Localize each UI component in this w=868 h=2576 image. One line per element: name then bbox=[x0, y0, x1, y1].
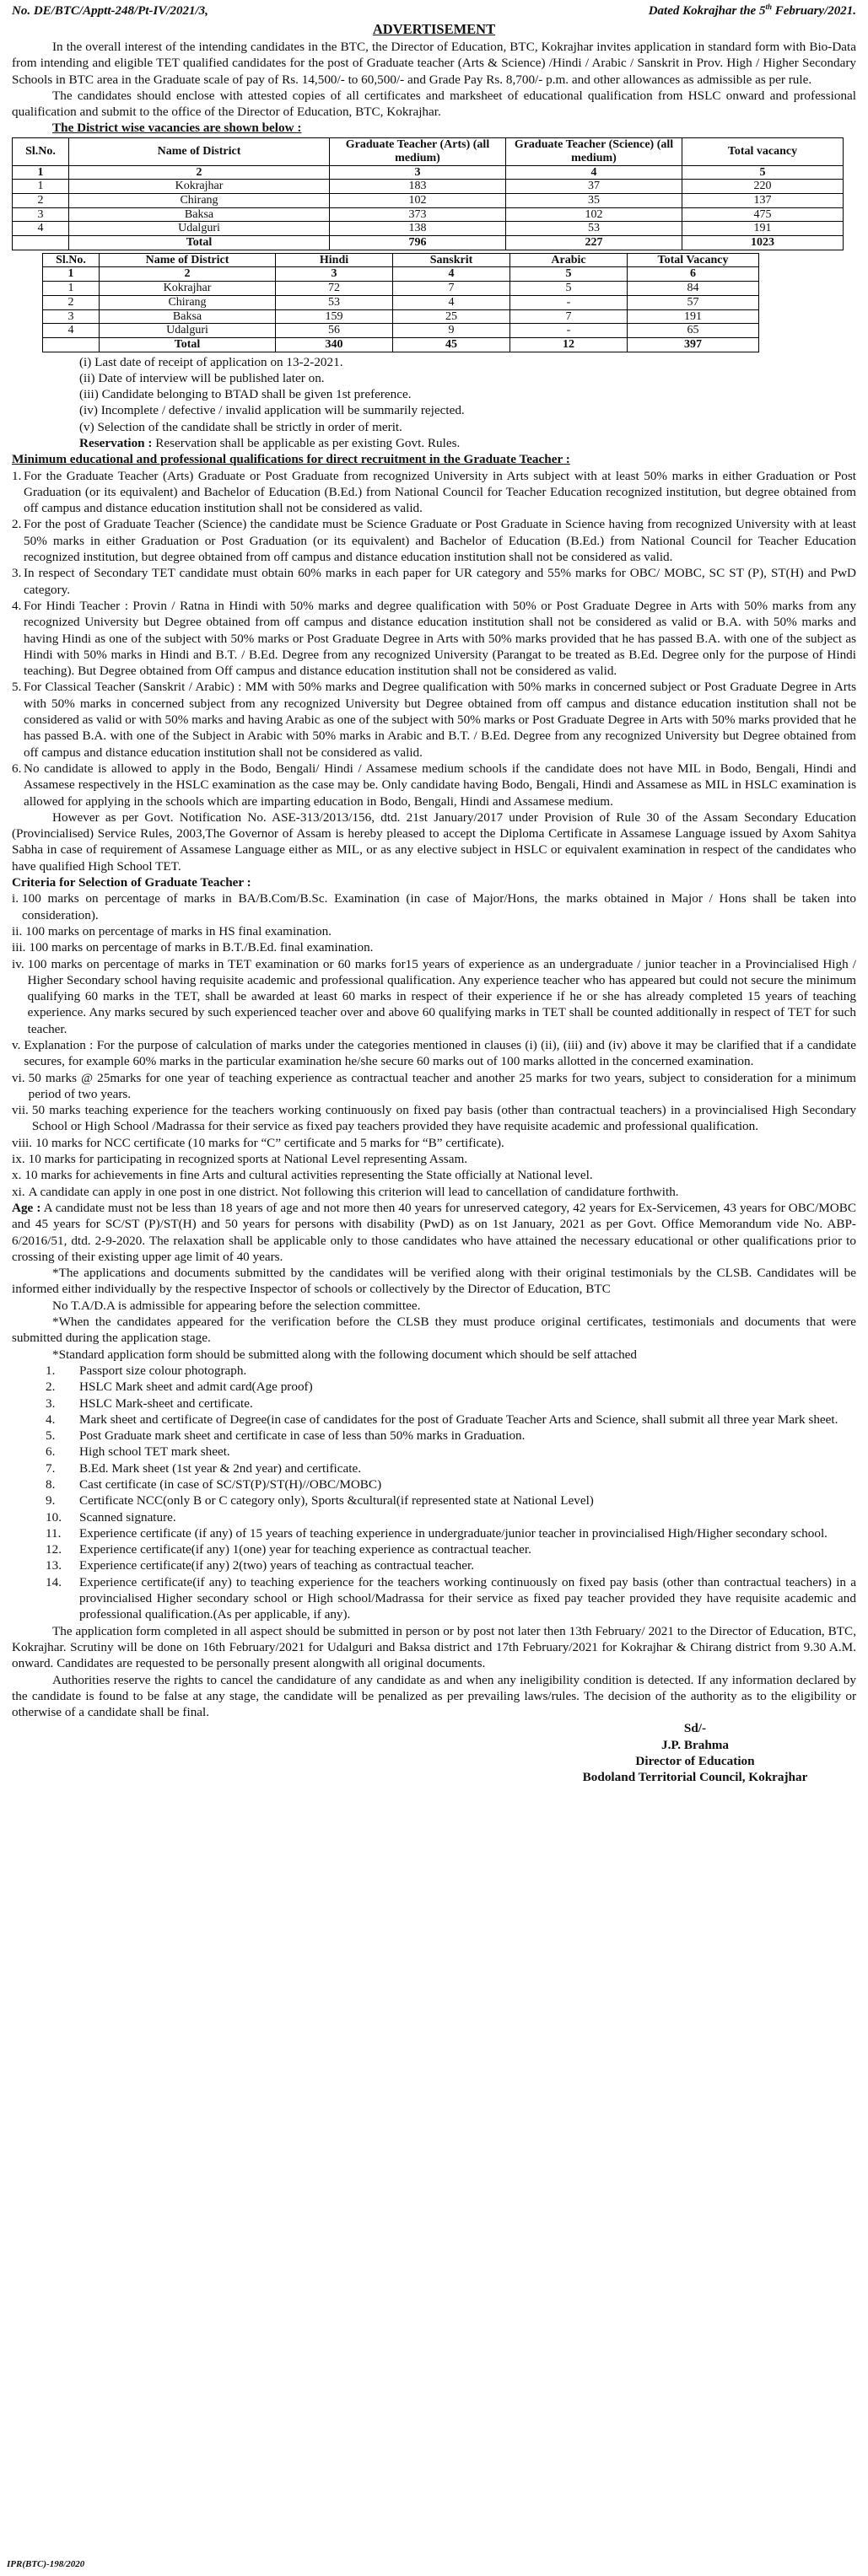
document-header bbox=[12, 3, 856, 19]
qualifications-heading: Minimum educational and professional qualifications for direct recruitment in the Graduate Teacher : bbox=[12, 452, 570, 467]
table-row bbox=[43, 295, 759, 309]
list-item: 13. Experience certificate(if any) 2(two) years of teaching as contractual teacher. bbox=[46, 1558, 475, 1573]
list-item: 4. For Hindi Teacher : Provin / Ratna in Hindi with 50% marks and degree qualification with 50% or Post Graduate Degree in Arts with 50% marks from any recognized University but Degree obtained from off campus and distance education institution shall not be considered as valid or B.A. with 50% marks and having Hindi as one of the subject with 50% marks or Post Graduate Degree in Arts with 50% marks provided that he has passed B.A. with one of the subject as Hindi with 50% marks in Hindi and B.T. / B.Ed. Degree from any recognized University (Parangat to be treated as B.Ed. Degree only for the purpose of Hindi teaching). But Degree obtained from Off campus and distance education institution shall not be considered as valid. bbox=[12, 598, 856, 679]
documents-list bbox=[46, 1363, 856, 1623]
table-cell: 53 bbox=[506, 222, 682, 236]
list-item: 4. Mark sheet and certificate of Degree(in case of candidates for the post of Graduate Teacher Arts and Science, shall submit all three year Mark sheet. bbox=[46, 1412, 838, 1427]
column-header: Total vacancy bbox=[682, 137, 844, 165]
table-cell: 72 bbox=[276, 282, 393, 296]
table-cell: 84 bbox=[628, 282, 759, 296]
list-item: 8. Cast certificate (in case of SC/ST(P)/ST(H)//OBC/MOBC) bbox=[46, 1477, 382, 1492]
list-item: 1. Passport size colour photograph. bbox=[46, 1363, 247, 1378]
table-cell: Baksa bbox=[69, 207, 330, 222]
table-cell: 2 bbox=[69, 165, 330, 180]
note-item: (iv) Incomplete / defective / invalid application will be summarily rejected. bbox=[79, 403, 465, 418]
list-item: 5. Post Graduate mark sheet and certificate in case of less than 50% marks in Graduation. bbox=[46, 1428, 526, 1444]
list-item: 11. Experience certificate (if any) of 15 years of teaching experience in undergraduate/junior teacher in provincialised High/Higher secondary school. bbox=[46, 1525, 828, 1541]
table-cell: 4 bbox=[13, 222, 69, 236]
qualifications-list bbox=[12, 468, 856, 809]
list-item: 5. For Classical Teacher (Sanskrit / Arabic) : MM with 50% marks and Degree qualification with 50% marks in concerned subject or Post Graduate Degree in Arts with 50% marks in concerned subject from any recognized University but Degree obtained from off campus and distance education institution shall not be considered as valid or with 50% marks and having Arabic as one of the subject with 50% marks or Post Graduate Degree in Arts with 50% marks provided that he has passed B.A. with one of the Subject in Arabic with 50% marks in Arabic and B.T. / B.Ed. Degree from any recognized University but Degree obtained from off campus and distance education institution shall not be considered as valid. bbox=[12, 680, 856, 760]
list-item: 10. Scanned signature. bbox=[46, 1509, 176, 1525]
table-cell: 183 bbox=[330, 180, 506, 194]
table-cell: 159 bbox=[276, 309, 393, 324]
table-cell: 3 bbox=[43, 309, 100, 324]
table-cell: 5 bbox=[510, 282, 628, 296]
list-item: x. 10 marks for achievements in fine Arts and cultural activities representing the State officially at National level. bbox=[12, 1168, 593, 1183]
list-item: 12. Experience certificate(if any) 1(one) year for teaching experience as contractual teacher. bbox=[46, 1542, 531, 1557]
table-cell: 191 bbox=[682, 222, 844, 236]
table-cell: 3 bbox=[13, 207, 69, 222]
criteria-heading: Criteria for Selection of Graduate Teacher : bbox=[12, 875, 251, 890]
vacancy-table-language bbox=[42, 253, 759, 352]
table-cell: 227 bbox=[506, 236, 682, 250]
list-item: viii. 10 marks for NCC certificate (10 marks for “C” certificate and 5 marks for “B” certificate). bbox=[12, 1135, 504, 1150]
table-row bbox=[43, 282, 759, 296]
table-cell: Chirang bbox=[69, 194, 330, 208]
table-cell: Udalguri bbox=[100, 324, 276, 338]
table-cell: 45 bbox=[393, 337, 510, 352]
list-item: 14. Experience certificate(if any) to teaching experience for the teachers working continuously on fixed pay basis (other than contractual teachers) in a provincialised Higher secondary school or High school/Madrassa for their service as fixed pay teacher provided they have requisite academic and professional qualification.(As per applicable, if any). bbox=[46, 1574, 856, 1622]
authorities-paragraph: Authorities reserve the rights to cancel the candidature of any candidate as and when any ineligibility condition is detected. If any information declared by the candidate is found to be false at any stage, the candidate will be penalized as per prevailing laws/rules. The decision of the authority as to the eligibility or otherwise of a candidate shall be final. bbox=[12, 1672, 856, 1720]
table-cell: Kokrajhar bbox=[69, 180, 330, 194]
table-cell: Chirang bbox=[100, 295, 276, 309]
ipr-footer: IPR(BTC)-198/2020 bbox=[7, 2559, 85, 2570]
list-item: 7. B.Ed. Mark sheet (1st year & 2nd year) and certificate. bbox=[46, 1460, 361, 1476]
reservation-note: Reservation : Reservation shall be applicable as per existing Govt. Rules. bbox=[79, 436, 461, 450]
column-header: Sl.No. bbox=[43, 253, 100, 267]
list-item: 2. For the post of Graduate Teacher (Science) the candidate must be Science Graduate or Post Graduate in Science having from recognized University with at least 50% marks in either Graduation or Post Graduation (or its equivalent) and Bachelor of Education (B.Ed.) from National Council for Teacher Education recognized institution, but degree obtained from off campus and distance education institution shall not be considered as valid. bbox=[12, 517, 856, 565]
table-cell: 1 bbox=[13, 180, 69, 194]
table-cell: 373 bbox=[330, 207, 506, 222]
table-cell bbox=[13, 236, 69, 250]
table-cell: 102 bbox=[330, 194, 506, 208]
column-header: Name of District bbox=[69, 137, 330, 165]
ta-da-paragraph: No T.A/D.A is admissible for appearing before the selection committee. bbox=[52, 1298, 421, 1313]
table-cell: - bbox=[510, 295, 628, 309]
table-cell: 37 bbox=[506, 180, 682, 194]
table-cell: 12 bbox=[510, 337, 628, 352]
table-cell: 796 bbox=[330, 236, 506, 250]
note-item: (i) Last date of receipt of application on 13-2-2021. bbox=[79, 354, 343, 369]
column-header: Graduate Teacher (Science) (all medium) bbox=[506, 137, 682, 165]
table-cell: 475 bbox=[682, 207, 844, 222]
list-item: xi. A candidate can apply in one post in one district. Not following this criterion will lead to cancellation of candidature forthwith. bbox=[12, 1184, 679, 1199]
table-cell: 25 bbox=[393, 309, 510, 324]
table-total-row bbox=[13, 236, 844, 250]
column-header: Total Vacancy bbox=[628, 253, 759, 267]
submission-paragraph: The application form completed in all aspect should be submitted in person or by post not later then 13th February/ 2021 to the Director of Education, BTC, Kokrajhar. Scrutiny will be done on 16th February/2021 for Udalguri and Baksa district and 17th February/2021 for Kokrajhar & Chirang district from 9.30 A.M. onward. Candidates are requested to be personally present alongwith all original documents. bbox=[12, 1623, 856, 1671]
criteria-list bbox=[12, 890, 856, 1200]
table-cell: 3 bbox=[330, 165, 506, 180]
list-item: iii. 100 marks on percentage of marks in B.T./B.Ed. final examination. bbox=[12, 940, 374, 955]
table-cell: 1 bbox=[13, 165, 69, 180]
table-index-row bbox=[43, 267, 759, 282]
table-cell: 2 bbox=[43, 295, 100, 309]
table-row bbox=[13, 194, 844, 208]
table-cell: Baksa bbox=[100, 309, 276, 324]
vacancy-heading: The District wise vacancies are shown below : bbox=[52, 121, 302, 136]
list-item: 1. For the Graduate Teacher (Arts) Graduate or Post Graduate from recognized University in Arts subject with at least 50% marks in either Graduation or Post Graduation (or its equivalent) and Bachelor of Education (B.Ed.) from National Council for Teacher Education recognized institution, but degree obtained from off campus and distance education institution shall not be considered as valid. bbox=[12, 468, 856, 516]
table-row bbox=[13, 180, 844, 194]
table-cell: 7 bbox=[510, 309, 628, 324]
list-item: 6. No candidate is allowed to apply in the Bodo, Bengali/ Hindi / Assamese medium schools if the candidate does not have MIL in Bodo, Bengali, Hindi and Assamese respectively in the HSLC examination as the case may be. Only candidate having Bodo, Bengali, Hindi and Assamese as MIL in HSLC examination is allowed for applying in the schools which are imparting education in Bodo, Bengali, Hindi and Assamese medium. bbox=[12, 761, 856, 809]
table-cell: 1 bbox=[43, 267, 100, 282]
signature-sd: Sd/- bbox=[683, 1721, 707, 1736]
table-cell: Total bbox=[100, 337, 276, 352]
list-item: 3. HSLC Mark-sheet and certificate. bbox=[46, 1396, 253, 1411]
table-cell: Udalguri bbox=[69, 222, 330, 236]
list-item: 2. HSLC Mark sheet and admit card(Age proof) bbox=[46, 1379, 313, 1395]
intro-paragraph: In the overall interest of the intending candidates in the BTC, the Director of Education, BTC, Kokrajhar invites application in standard form with Bio-Data from intending and eligible TET qualified candidates for the post of Graduate teacher (Arts & Science) /Hindi / Arabic / Sanskrit in Prov. High / Higher Secondary Schools in BTC area in the Graduate scale of pay of Rs. 14,500/- to 60,500/- and Grade Pay Rs. 8,700/- p.m. and other allowances as admissible as per rule. bbox=[12, 40, 856, 87]
table-cell: 57 bbox=[628, 295, 759, 309]
table-cell: 3 bbox=[276, 267, 393, 282]
list-item: ix. 10 marks for participating in recognized sports at National Level representing Assam. bbox=[12, 1152, 468, 1167]
table-cell: 2 bbox=[100, 267, 276, 282]
column-header: Graduate Teacher (Arts) (all medium) bbox=[330, 137, 506, 165]
signatory-name: J.P. Brahma bbox=[660, 1737, 730, 1752]
note-item: (iii) Candidate belonging to BTAD shall be given 1st preference. bbox=[79, 387, 412, 402]
table-row bbox=[43, 324, 759, 338]
table-cell: 4 bbox=[506, 165, 682, 180]
signatory-office: Bodoland Territorial Council, Kokrajhar bbox=[582, 1770, 808, 1785]
table-total-row bbox=[43, 337, 759, 352]
list-item: vi. 50 marks @ 25marks for one year of teaching experience as contractual teacher and another 25 marks for two years, subject to consideration for a minimum period of two years. bbox=[12, 1070, 856, 1101]
list-item: vii. 50 marks teaching experience for the teachers working continuously on fixed pay basis (other than contractual teachers) in a provincialised High Secondary School or High School /Madrassa for their service as fixed pay teachers provided they have requisite academic and professional qualification. bbox=[12, 1103, 856, 1134]
enclosure-paragraph: The candidates should enclose with attested copies of all certificates and marksheet of educational qualification from HSLC onward and professional qualification and submit to the office of the Director of Education, BTC, Kokrajhar. bbox=[12, 88, 856, 120]
table-cell: 5 bbox=[510, 267, 628, 282]
table-cell: 4 bbox=[43, 324, 100, 338]
note-item: (v) Selection of the candidate shall be strictly in order of merit. bbox=[79, 419, 402, 434]
table-cell: 1023 bbox=[682, 236, 844, 250]
list-item: 3. In respect of Secondary TET candidate must obtain 60% marks in each paper for UR category and 55% marks for OBC/ MOBC, SC ST (P), ST(H) and PwD category. bbox=[12, 566, 856, 597]
reference-number: No. DE/BTC/Apptt-248/Pt-IV/2021/3, bbox=[12, 4, 208, 18]
table-cell: 138 bbox=[330, 222, 506, 236]
table-row bbox=[13, 222, 844, 236]
signatory-designation: Director of Education bbox=[635, 1754, 755, 1769]
list-item: ii. 100 marks on percentage of marks in HS final examination. bbox=[12, 923, 332, 938]
list-item: v. Explanation : For the purpose of calculation of marks under the categories mentioned in clauses (i) (ii), (iii) and (iv) above it may be clarified that if a candidate secures, for example 60% marks in the particular examination he/she secure 60 marks out of 100 marks allotted in the concerned examination. bbox=[12, 1037, 856, 1069]
table-cell: 35 bbox=[506, 194, 682, 208]
list-item: i. 100 marks on percentage of marks in BA/B.Com/B.Sc. Examination (in case of Major/Hons, the marks obtained in Major / Hons shall be taken into consideration). bbox=[12, 891, 856, 922]
table-cell: 397 bbox=[628, 337, 759, 352]
table-cell: 56 bbox=[276, 324, 393, 338]
verification-paragraph: *The applications and documents submitted by the candidates will be verified along with their original testimonials by the CLSB. Candidates will be informed either individually by the respective Inspector of schools or collectively by the Director of Education, BTC bbox=[12, 1266, 856, 1297]
table-cell: 4 bbox=[393, 295, 510, 309]
signature-block bbox=[535, 1720, 855, 1785]
list-item: iv. 100 marks on percentage of marks in TET examination or 60 marks for15 years of experience as an undergraduate / junior teacher in a Provincialised High / Higher Secondary school having requisite academic and professional qualification. Any experience teacher who has appeared but could not secure the minimum qualifying 60 marks in the TET, shall be awarded at least 60 marks in respect of their experience if he or she has already completed 15 years of teaching experience. Any marks secured by such experienced teacher over and above 60 qualifying marks in TET shall be counted additionally in respect of TET for such teacher. bbox=[12, 956, 856, 1036]
table-cell: 53 bbox=[276, 295, 393, 309]
column-header: Sanskrit bbox=[393, 253, 510, 267]
notes-list bbox=[79, 354, 856, 452]
originals-paragraph: *When the candidates appeared for the verification before the CLSB they must produce original certificates, testimonials and documents that were submitted during the application stage. bbox=[12, 1315, 856, 1346]
table-cell: 7 bbox=[393, 282, 510, 296]
age-paragraph: Age : A candidate must not be less than 18 years of age and not more then 40 years for unreserved category, 42 years for Ex-Servicemen, 43 years for OBC/MOBC and 45 years for SC/ST (P)/ST(H) and 50 years for persons with disability (PwD) as on 1st January, 2021 as per Govt. Office Memorandum vide No. ABP-6/2016/51, dtd. 2-9-2020. The relaxation shall be applicable only to those candidates who have attained the necessary educational or other qualifications prior to crossing of their existing upper age limit of 40 years. bbox=[12, 1200, 856, 1264]
page-title: ADVERTISEMENT bbox=[372, 21, 496, 38]
table-cell: 102 bbox=[506, 207, 682, 222]
table-cell: 5 bbox=[682, 165, 844, 180]
table-cell: 137 bbox=[682, 194, 844, 208]
table-index-row bbox=[13, 165, 844, 180]
table-cell bbox=[43, 337, 100, 352]
table-cell: 6 bbox=[628, 267, 759, 282]
note-item: (ii) Date of interview will be published later on. bbox=[79, 370, 325, 385]
table-cell: 2 bbox=[13, 194, 69, 208]
table-cell: 1 bbox=[43, 282, 100, 296]
govt-notification-paragraph: However as per Govt. Notification No. ASE-313/2013/156, dtd. 21st January/2017 under Provision of Rule 30 of the Assam Secondary Education (Provincialised) Service Rules, 2003,The Governor of Assam is hereby pleased to accept the Diploma Certificate in Assamese Language issued by Axom Sahitya Sabha in case of requirement of Assamese Language either as MIL, or as any elective subject in HSLC or equivalent examination in respect of the candidates who have qualified High School TET. bbox=[12, 809, 856, 874]
table-cell: 220 bbox=[682, 180, 844, 194]
vacancy-table-graduate bbox=[12, 137, 844, 250]
table-cell: 340 bbox=[276, 337, 393, 352]
table-cell: 9 bbox=[393, 324, 510, 338]
table-cell: 65 bbox=[628, 324, 759, 338]
list-item: 9. Certificate NCC(only B or C category only), Sports &cultural(if represented state at National Level) bbox=[46, 1493, 594, 1508]
column-header: Arabic bbox=[510, 253, 628, 267]
table-cell: 191 bbox=[628, 309, 759, 324]
table-cell: Total bbox=[69, 236, 330, 250]
column-header: Sl.No. bbox=[13, 137, 69, 165]
list-item: 6. High school TET mark sheet. bbox=[46, 1444, 230, 1460]
standard-form-paragraph: *Standard application form should be submitted along with the following document which should be self attached bbox=[52, 1347, 637, 1362]
table-cell: 4 bbox=[393, 267, 510, 282]
table-cell: Kokrajhar bbox=[100, 282, 276, 296]
column-header: Hindi bbox=[276, 253, 393, 267]
document-date: Dated Kokrajhar the 5th February/2021. bbox=[648, 3, 856, 18]
column-header: Name of District bbox=[100, 253, 276, 267]
table-row bbox=[13, 207, 844, 222]
table-cell: - bbox=[510, 324, 628, 338]
table-header-row bbox=[43, 253, 759, 267]
table-row bbox=[43, 309, 759, 324]
table-header-row bbox=[13, 137, 844, 165]
